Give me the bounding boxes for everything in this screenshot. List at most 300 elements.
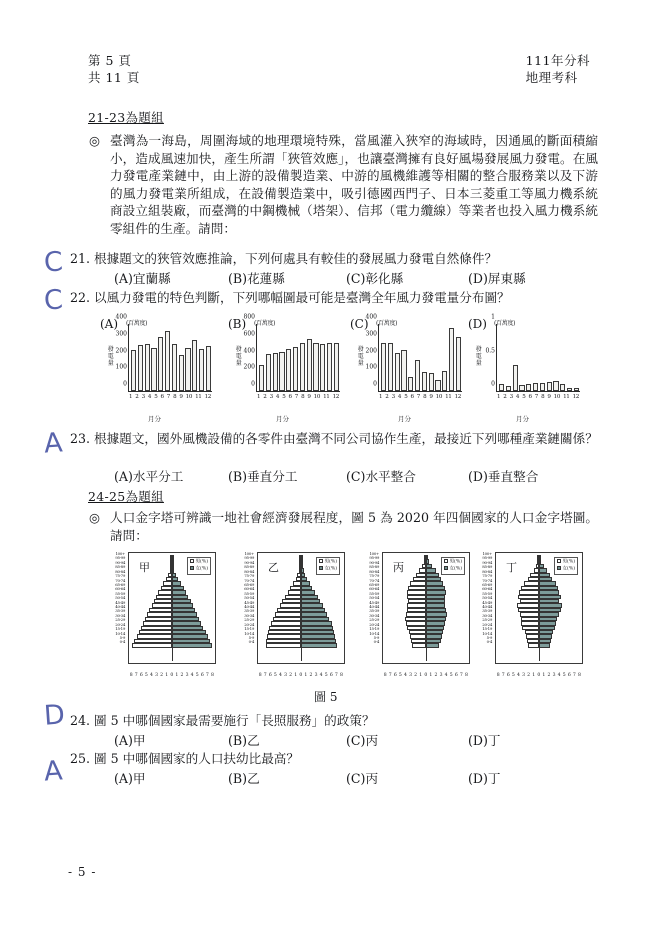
pyramid-age-label: 45-49 — [369, 599, 379, 605]
bar — [519, 385, 524, 391]
population-pyramid-丁 — [465, 550, 583, 682]
pyramid-age-label: 5-9 — [486, 635, 492, 641]
bar-chart-x-tick: 9 — [179, 394, 183, 400]
male-swatch-icon — [557, 559, 561, 563]
pyramid-age-label: 65-69 — [244, 581, 254, 587]
bar-chart-y-tick: 400 — [365, 313, 377, 321]
bar — [185, 348, 190, 391]
option-23-a[interactable]: (A)水平分工 — [114, 469, 184, 484]
passage-text: 臺灣為一海島，周圍海域的地理環境特殊，當風灌入狹窄的海域時，因通風的斷面積縮小，造成風速加快，產生所謂「狹管效應」，也讓臺灣擁有良好風場發展風力發電。在風力發電產業鏈中，由上游的設備製造業、中游的風機維護等相關的整合服務業以及下游的風力發電業所組成，在設備製造業中，吸引德國西門子、日本三菱重工等風力機系統商設立組裝廠，而臺灣的中鋼機械（塔架）、信邦（電力纜線）等業者也投入風力機系統零組件的生產。請問： — [110, 133, 598, 236]
bar — [334, 343, 339, 391]
bar — [540, 383, 545, 391]
bar-chart-x-tick: 7 — [416, 394, 420, 400]
bar — [131, 350, 136, 391]
bar-chart-x-tick: 5 — [522, 394, 526, 400]
bar-chart-y-axis-title: 發電量 — [475, 346, 482, 367]
pyramid-age-label: 70-74 — [244, 577, 254, 583]
bar-chart-y-tick: 1 — [491, 313, 495, 321]
bar — [165, 331, 170, 391]
pyramid-bar-male — [266, 643, 301, 647]
legend-item-female: 女(%) — [190, 566, 208, 573]
bar-chart-x-tick: 11 — [195, 394, 202, 400]
option-25-b[interactable]: (B)乙 — [228, 771, 260, 786]
pyramid-x-ticks: 8 7 6 5 4 3 2 1 0 1 2 3 4 5 6 7 8 — [496, 673, 582, 678]
group-title-21-23: 21-23為題組 — [88, 110, 164, 125]
bar-chart-a — [100, 313, 220, 423]
male-swatch-icon — [444, 559, 448, 563]
pyramid-age-label: 90-94 — [369, 559, 379, 565]
bar-chart-d — [468, 313, 588, 423]
bar — [179, 355, 184, 391]
bar-chart-x-axis-title: 月分 — [516, 415, 529, 423]
pyramid-bar-female — [301, 643, 337, 647]
option-21-c[interactable]: (C)彰化縣 — [346, 271, 404, 286]
pyramid-age-label: 30-34 — [244, 612, 254, 618]
bar-chart-x-ticks — [378, 394, 462, 400]
pyramid-age-label: 55-59 — [482, 590, 492, 596]
bar-chart-x-tick: 10 — [185, 394, 192, 400]
pyramid-age-axis — [98, 552, 127, 645]
bar-chart-y-tick: 0 — [491, 380, 495, 388]
pyramid-age-label: 75-79 — [244, 573, 254, 579]
pyramid-center-axis — [301, 555, 302, 661]
pyramid-age-label: 20-24 — [482, 621, 492, 627]
bar — [422, 372, 427, 391]
pyramid-bar-male — [528, 643, 539, 647]
bar — [138, 345, 143, 391]
bar-chart-x-tick: 9 — [307, 394, 311, 400]
male-swatch-icon — [319, 559, 323, 563]
bar — [307, 339, 312, 391]
legend-item-male: 男(%) — [444, 559, 462, 566]
pyramid-age-label: 10-14 — [482, 630, 492, 636]
pyramid-age-label: 50-54 — [244, 595, 254, 601]
pyramid-age-label: 0-4 — [119, 639, 125, 645]
pyramid-age-label: 100+ — [244, 551, 254, 556]
pyramid-plot-area — [257, 552, 345, 664]
pyramid-age-label: 100+ — [115, 551, 125, 556]
pyramid-age-label: 15-19 — [369, 626, 379, 632]
bar — [553, 381, 558, 391]
pyramid-age-label: 10-14 — [369, 630, 379, 636]
handwritten-answer-24: D — [42, 699, 66, 732]
bar-chart-y-tick: 600 — [243, 330, 255, 338]
bar — [388, 343, 393, 391]
pyramid-age-label: 60-64 — [115, 586, 125, 592]
question-23-number: 23. — [70, 431, 91, 446]
pyramid-age-label: 25-29 — [244, 617, 254, 623]
bar — [145, 344, 150, 391]
bar-chart-option-label: (C) — [350, 317, 369, 331]
question-21-number: 21. — [70, 251, 91, 266]
bar — [286, 349, 291, 391]
bar-chart-x-axis-title: 月分 — [276, 415, 289, 423]
pyramid-age-label: 95-99 — [115, 555, 125, 561]
pyramid-age-label: 60-64 — [369, 586, 379, 592]
pyramid-age-label: 85-89 — [369, 564, 379, 570]
bar-chart-x-tick: 8 — [541, 394, 545, 400]
handwritten-answer-25: A — [42, 755, 64, 788]
pyramid-x-ticks: 8 7 6 5 4 3 2 1 0 1 2 3 4 5 6 7 8 — [383, 673, 469, 678]
bar-chart-x-ticks — [128, 394, 212, 400]
pyramid-age-label: 45-49 — [115, 599, 125, 605]
bar-chart-x-tick: 4 — [275, 394, 280, 400]
bar-chart-x-tick: 8 — [173, 394, 177, 400]
bar — [526, 384, 531, 391]
bar-chart-x-tick: 6 — [528, 394, 532, 400]
bar-chart-x-tick: 7 — [166, 394, 170, 400]
bar-chart-x-ticks — [256, 394, 340, 400]
pyramid-age-label: 95-99 — [369, 555, 379, 561]
bar — [293, 347, 298, 391]
pyramid-age-label: 0-4 — [248, 639, 254, 645]
question-24-number: 24. — [70, 713, 91, 728]
question-23 — [70, 430, 598, 448]
bar-chart-x-tick: 8 — [301, 394, 305, 400]
pyramid-age-label: 65-69 — [115, 581, 125, 587]
pyramid-x-ticks: 8 7 6 5 4 3 2 1 0 1 2 3 4 5 6 7 8 — [129, 673, 215, 678]
pyramid-age-label: 20-24 — [115, 621, 125, 627]
pyramid-age-label: 90-94 — [482, 559, 492, 565]
population-pyramid-乙 — [227, 550, 345, 682]
bar-chart-unit-label: (百萬度) — [254, 320, 276, 327]
pyramid-age-label: 25-29 — [369, 617, 379, 623]
bar-chart-x-tick: 4 — [147, 394, 152, 400]
pyramid-age-label: 15-19 — [244, 626, 254, 632]
bar — [158, 337, 163, 391]
bar-chart-y-tick: 200 — [243, 363, 255, 371]
bar — [442, 371, 447, 391]
pyramid-bar-female — [539, 643, 550, 647]
passage-24-25 — [89, 509, 598, 544]
exam-info-block — [526, 52, 590, 86]
bar-chart-x-tick: 9 — [429, 394, 433, 400]
pyramid-country-label: 丁 — [506, 561, 517, 574]
pyramid-legend — [441, 557, 465, 575]
option-21-b[interactable]: (B)花蓮縣 — [228, 271, 285, 286]
pyramid-age-label: 50-54 — [115, 595, 125, 601]
bar — [151, 348, 156, 391]
bar-chart-x-tick: 2 — [135, 394, 139, 400]
bar-chart-y-tick: 300 — [365, 330, 377, 338]
bar — [574, 388, 579, 391]
question-24 — [70, 712, 598, 730]
bar-chart-y-tick: 100 — [365, 363, 377, 371]
pyramid-plot-area — [382, 552, 470, 664]
question-23-stem: 根據題文，國外風機設備的各零件由臺灣不同公司協作生產，最接近下列哪種產業鏈關係？ — [94, 431, 598, 446]
bar-chart-y-axis-title: 發電量 — [357, 346, 364, 367]
bar — [456, 337, 461, 391]
pyramid-age-axis — [227, 552, 256, 645]
bar-chart-bars — [380, 324, 462, 391]
question-25-stem: 圖 5 中哪個國家的人口扶幼比最高？ — [94, 751, 299, 766]
option-21-a[interactable]: (A)宜蘭縣 — [114, 271, 171, 286]
bar-chart-x-tick: 5 — [404, 394, 408, 400]
pyramid-age-label: 35-39 — [115, 608, 125, 614]
pyramid-age-label: 95-99 — [244, 555, 254, 561]
bar — [547, 382, 552, 391]
pyramid-age-label: 15-19 — [482, 626, 492, 632]
question-22 — [70, 289, 598, 307]
pyramid-country-label: 甲 — [139, 561, 150, 574]
question-22-number: 22. — [70, 290, 91, 305]
bar-chart-x-tick: 11 — [323, 394, 330, 400]
bar-chart-x-tick: 6 — [288, 394, 292, 400]
pyramid-age-label: 55-59 — [115, 590, 125, 596]
population-pyramid-甲 — [98, 550, 216, 682]
pyramid-age-label: 45-49 — [244, 599, 254, 605]
bar-chart-y-tick: 400 — [115, 313, 127, 321]
option-24-d[interactable]: (D)丁 — [468, 733, 501, 748]
exam-subject: 地理考科 — [525, 70, 578, 85]
bar — [313, 343, 318, 391]
bar — [560, 384, 565, 391]
bar — [449, 328, 454, 391]
question-24-stem: 圖 5 中哪個國家最需要施行「長照服務」的政策？ — [94, 713, 375, 728]
bar — [415, 360, 420, 391]
passage-21-23 — [89, 132, 598, 238]
pyramid-center-axis — [172, 555, 173, 661]
pyramid-age-axis — [465, 552, 494, 645]
question-25-number: 25. — [70, 751, 91, 766]
male-swatch-icon — [190, 559, 194, 563]
pyramid-age-label: 85-89 — [244, 564, 254, 570]
legend-item-female: 女(%) — [319, 566, 337, 573]
bar-chart-unit-label: (百萬度) — [376, 320, 398, 327]
bar-chart-x-tick: 6 — [410, 394, 414, 400]
pyramid-bar-male — [132, 643, 172, 647]
bar — [192, 340, 197, 391]
page-header — [0, 52, 656, 98]
passage2-text: 人口金字塔可辨識一地社會經濟發展程度，圖 5 為 2020 年四個國家的人口金字塔圖。請問： — [110, 510, 598, 543]
pyramid-age-label: 40-44 — [244, 604, 254, 610]
pyramid-age-axis — [352, 552, 381, 645]
bar-chart-y-tick: 0 — [123, 380, 127, 388]
pyramid-age-label: 100+ — [482, 551, 492, 556]
bar-chart-y-tick: 0 — [251, 380, 255, 388]
bar-chart-x-ticks — [496, 394, 580, 400]
bar-chart-y-tick: 200 — [115, 347, 127, 354]
bar-chart-y-axis-title: 發電量 — [107, 346, 114, 367]
bar-chart-option-label: (D) — [468, 317, 487, 331]
pyramid-age-label: 75-79 — [482, 573, 492, 579]
pyramid-age-label: 90-94 — [115, 559, 125, 565]
pyramid-age-label: 80-84 — [115, 568, 125, 574]
exam-year: 111年分科 — [525, 53, 590, 68]
bar-chart-y-tick: 0.5 — [485, 347, 495, 354]
option-24-c[interactable]: (C)丙 — [346, 733, 379, 748]
bar-chart-y-tick: 400 — [243, 347, 255, 354]
pyramid-age-label: 70-74 — [482, 577, 492, 583]
bar-chart-x-tick: 1 — [379, 394, 383, 400]
pyramid-age-label: 60-64 — [482, 586, 492, 592]
option-25-d[interactable]: (D)丁 — [468, 771, 501, 786]
bar-chart-y-tick: 100 — [115, 363, 127, 371]
pyramid-plot-area — [495, 552, 583, 664]
legend-item-male: 男(%) — [319, 559, 337, 566]
bar-chart-x-tick: 3 — [269, 394, 273, 400]
bar — [172, 344, 177, 391]
pyramid-center-axis — [539, 555, 540, 661]
pyramid-age-label: 0-4 — [373, 639, 379, 645]
option-21-d[interactable]: (D)屏東縣 — [468, 271, 526, 286]
option-23-b[interactable]: (B)垂直分工 — [228, 469, 298, 484]
pyramid-age-label: 50-54 — [369, 595, 379, 601]
pyramid-age-label: 70-74 — [115, 577, 125, 583]
pyramid-bar-male — [412, 643, 426, 647]
pyramid-plot-area — [128, 552, 216, 664]
pyramid-age-label: 35-39 — [482, 608, 492, 614]
handwritten-answer-23: A — [42, 427, 64, 460]
pyramid-age-label: 55-59 — [244, 590, 254, 596]
bar-chart-y-tick: 200 — [365, 347, 377, 354]
bar-chart-x-tick: 1 — [257, 394, 261, 400]
pyramid-age-label: 45-49 — [482, 599, 492, 605]
option-24-b[interactable]: (B)乙 — [228, 733, 260, 748]
pyramid-age-label: 30-34 — [115, 612, 125, 618]
pyramid-age-label: 20-24 — [244, 621, 254, 627]
bar-chart-x-tick: 10 — [313, 394, 320, 400]
page-number-block — [88, 52, 140, 86]
pyramid-age-label: 80-84 — [244, 568, 254, 574]
female-swatch-icon — [190, 566, 194, 570]
figure-5-caption: 圖 5 — [314, 690, 338, 704]
bar-chart-option-label: (B) — [228, 317, 247, 331]
bar-chart-b — [228, 313, 348, 423]
pyramid-age-label: 10-14 — [244, 630, 254, 636]
bar-chart-x-tick: 7 — [294, 394, 298, 400]
pyramid-age-label: 95-99 — [482, 555, 492, 561]
pyramid-legend — [187, 557, 211, 575]
pyramid-age-label: 40-44 — [369, 604, 379, 610]
bar-chart-x-tick: 12 — [454, 394, 461, 400]
bar-chart-x-tick: 2 — [385, 394, 389, 400]
pyramid-age-label: 65-69 — [369, 581, 379, 587]
bar — [279, 352, 284, 391]
bar-chart-x-tick: 10 — [435, 394, 442, 400]
pyramid-age-label: 30-34 — [369, 612, 379, 618]
question-21-stem: 根據題文的狹管效應推論，下列何處具有較佳的發展風力發電自然條件？ — [94, 251, 498, 266]
pyramid-age-label: 60-64 — [244, 586, 254, 592]
bar-chart-x-tick: 11 — [445, 394, 452, 400]
bar-chart-y-tick: 0 — [373, 380, 377, 388]
bar-chart-bars — [130, 324, 212, 391]
bar-chart-x-tick: 1 — [497, 394, 501, 400]
pyramid-center-axis — [426, 555, 427, 661]
bar-chart-x-tick: 1 — [129, 394, 133, 400]
pyramid-country-label: 乙 — [268, 561, 279, 574]
bar-chart-bars — [258, 324, 340, 391]
pyramid-age-label: 65-69 — [482, 581, 492, 587]
bar-chart-x-tick: 4 — [515, 394, 520, 400]
bar — [206, 346, 211, 391]
pyramid-age-label: 100+ — [369, 551, 379, 556]
bar-chart-x-tick: 5 — [154, 394, 158, 400]
bar-chart-x-tick: 3 — [141, 394, 145, 400]
bar — [381, 343, 386, 391]
pyramid-age-label: 55-59 — [369, 590, 379, 596]
option-23-d[interactable]: (D)垂直整合 — [468, 469, 539, 484]
pyramid-x-ticks: 8 7 6 5 4 3 2 1 0 1 2 3 4 5 6 7 8 — [258, 673, 344, 678]
bar — [513, 365, 518, 391]
bar — [401, 350, 406, 391]
passage-marker: ◎ — [89, 133, 100, 148]
bar-chart-x-tick: 11 — [563, 394, 570, 400]
bar — [408, 377, 413, 391]
bar-chart-y-tick: 300 — [115, 330, 127, 338]
population-pyramid-丙 — [352, 550, 470, 682]
option-24-a[interactable]: (A)甲 — [114, 733, 146, 748]
bar — [429, 373, 434, 391]
bar — [435, 380, 440, 391]
legend-item-male: 男(%) — [190, 559, 208, 566]
option-25-c[interactable]: (C)丙 — [346, 771, 379, 786]
bar — [506, 386, 511, 391]
bar-chart-x-tick: 5 — [282, 394, 286, 400]
bar — [567, 388, 572, 391]
bar-chart-y-tick: 800 — [243, 313, 255, 321]
bar-chart-y-axis-title: 發電量 — [235, 346, 242, 367]
bar-chart-option-label: (A) — [100, 317, 119, 331]
pyramid-age-label: 80-84 — [482, 568, 492, 574]
pyramid-age-label: 75-79 — [369, 573, 379, 579]
handwritten-answer-22: C — [42, 284, 64, 317]
bar-chart-x-tick: 2 — [503, 394, 507, 400]
bar-chart-x-tick: 12 — [572, 394, 579, 400]
total-pages: 共 11 頁 — [88, 70, 140, 85]
bar — [320, 344, 325, 391]
bar-chart-unit-label: (百萬度) — [126, 320, 148, 327]
pyramid-age-label: 35-39 — [369, 608, 379, 614]
page-no: 第 5 頁 — [88, 53, 132, 68]
bar-chart-unit-label: (百萬度) — [494, 320, 516, 327]
bar-chart-x-tick: 9 — [547, 394, 551, 400]
pyramid-bar-female — [172, 643, 212, 647]
pyramid-age-label: 15-19 — [115, 626, 125, 632]
pyramid-bar-female — [426, 643, 439, 647]
bar-chart-x-tick: 10 — [553, 394, 560, 400]
legend-item-female: 女(%) — [557, 566, 575, 573]
bar-chart-c — [350, 313, 470, 423]
question-21 — [70, 250, 598, 268]
pyramid-age-label: 75-79 — [115, 573, 125, 579]
bar — [499, 384, 504, 391]
bar — [300, 343, 305, 391]
bar-chart-x-tick: 3 — [509, 394, 513, 400]
pyramid-legend — [554, 557, 578, 575]
option-25-a[interactable]: (A)甲 — [114, 771, 146, 786]
bar — [259, 365, 264, 391]
pyramid-age-label: 90-94 — [244, 559, 254, 565]
bar-chart-x-tick: 12 — [204, 394, 211, 400]
option-23-c[interactable]: (C)水平整合 — [346, 469, 416, 484]
bar — [395, 353, 400, 391]
pyramid-age-label: 5-9 — [248, 635, 254, 641]
bar-chart-x-tick: 12 — [332, 394, 339, 400]
pyramid-age-label: 5-9 — [373, 635, 379, 641]
bar — [327, 343, 332, 391]
female-swatch-icon — [444, 566, 448, 570]
legend-item-female: 女(%) — [444, 566, 462, 573]
bar-chart-x-tick: 8 — [423, 394, 427, 400]
bar-chart-x-axis-title: 月分 — [148, 415, 161, 423]
pyramid-age-label: 5-9 — [119, 635, 125, 641]
bar-chart-x-tick: 7 — [534, 394, 538, 400]
legend-item-male: 男(%) — [557, 559, 575, 566]
pyramid-age-label: 70-74 — [369, 577, 379, 583]
bar — [533, 383, 538, 391]
pyramid-age-label: 25-29 — [482, 617, 492, 623]
